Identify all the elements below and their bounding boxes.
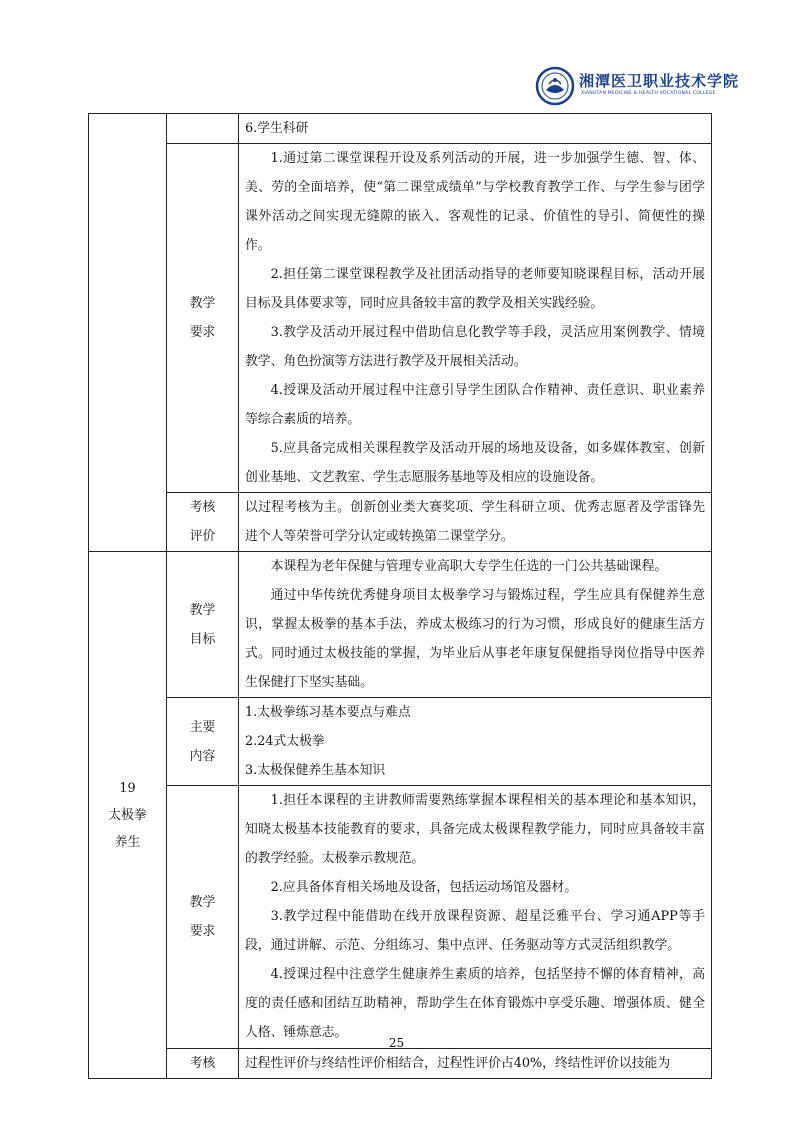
course-number: 19: [119, 780, 136, 796]
content-cell: 过程性评价与终结性评价相结合，过程性评价占40%，终结性评价以技能为: [239, 1049, 712, 1079]
table-row: [89, 698, 712, 786]
row-label-teaching-requirements: 教学 要求: [167, 786, 239, 1049]
content-cell: [239, 552, 712, 698]
content-cell: [239, 144, 712, 493]
paragraph: 3.教学过程中能借助在线开放课程资源、超星泛雅平台、学习通APP等手段，通过讲解、示范、分组练习、集中点评、任务驱动等方式灵活组织教学。: [245, 909, 705, 953]
row-label-teaching-goal: 教学 目标: [167, 552, 239, 698]
label-cell-empty: [167, 114, 239, 144]
course-cell-continued: [89, 114, 167, 552]
table-row: [89, 786, 712, 1049]
content-cell: 以过程考核为主。创新创业类大赛奖项、学生科研立项、优秀志愿者及学雷锋先进个人等荣誉可学分认定或转换第二课堂学分。: [239, 493, 712, 552]
paragraph: 4.授课及活动开展过程中注意引导学生团队合作精神、责任意识、职业素养等综合素质的培养。: [245, 383, 705, 427]
list-item: 1.太极拳练习基本要点与难点: [245, 705, 411, 720]
paragraph: 4.授课过程中注意学生健康养生素质的培养，包括坚持不懈的体育精神，高度的责任感和团结互助精神，帮助学生在体育锻炼中享受乐趣、增强体质、健全人格、锤炼意志。: [245, 967, 705, 1040]
paragraph: 1.通过第二课堂课程开设及系列活动的开展，进一步加强学生德、智、体、美、劳的全面培养，使“第二课堂成绩单”与学校教育教学工作、与学生参与团学课外活动之间实现无缝隙的嵌入、客观性的记录、价值性的导引、简便性的操作。: [245, 151, 705, 253]
table-row: [89, 552, 712, 698]
paragraph: 2.担任第二课堂课程教学及社团活动指导的老师要知晓课程目标，活动开展目标及具体要求等，同时应具备较丰富的教学及相关实践经验。: [245, 267, 705, 311]
paragraph: 2.应具备体育相关场地及设备，包括运动场馆及器材。: [270, 880, 578, 895]
course-name: 养生: [114, 834, 141, 850]
row-label-assessment: 考核: [167, 1049, 239, 1079]
table-row: [89, 493, 712, 552]
paragraph: 本课程为老年保健与管理专业高职大专学生任选的一门公共基础课程。: [270, 559, 668, 574]
content-cell: [239, 698, 712, 786]
table-row: [89, 114, 712, 144]
row-label-assessment: 考核 评价: [167, 493, 239, 552]
logo-subtext: XIANGTAN MEDICINE & HEALTH VOCATIONAL COLLEGE: [581, 91, 716, 96]
curriculum-table: [88, 113, 712, 1079]
paragraph: 5.应具备完成相关课程教学及活动开展的场地及设备，如多媒体教室、创新创业基地、文艺教室、学生志愿服务基地等及相应的设施设备。: [245, 441, 705, 485]
list-item: 3.太极保健养生基本知识: [245, 763, 386, 778]
college-emblem-icon: [535, 66, 575, 106]
table-row: [89, 1049, 712, 1079]
content-cell: [239, 786, 712, 1049]
logo-text: 湘潭医卫职业技术学院: [579, 72, 740, 90]
row-label-main-content: 主要 内容: [167, 698, 239, 786]
college-logo: [535, 64, 740, 108]
row-label-teaching-requirements: 教学 要求: [167, 144, 239, 493]
paragraph: 3.教学及活动开展过程中借助信息化教学等手段，灵活应用案例教学、情境教学、角色扮演等方法进行教学及开展相关活动。: [245, 325, 705, 369]
paragraph: 通过中华传统优秀健身项目太极拳学习与锻炼过程，学生应具有保健养生意识，掌握太极拳的基本手法，养成太极练习的行为习惯，形成良好的健康生活方式。同时通过太极技能的掌握，为毕业后从事老年康复保健指导岗位指导中医养生保健打下坚实基础。: [245, 588, 705, 690]
paragraph: 1.担任本课程的主讲教师需要熟练掌握本课程相关的基本理论和基本知识，知晓太极基本技能教育的要求，具备完成太极课程教学能力，同时应具备较丰富的教学经验。太极拳示教规范。: [245, 793, 705, 866]
page-number: 25: [388, 1036, 405, 1050]
table-row: [89, 144, 712, 493]
course-19-cell: [89, 552, 167, 1079]
list-item: 2.24式太极拳: [245, 734, 325, 749]
content-cell: 6.学生科研: [239, 114, 712, 144]
course-name: 太极拳: [108, 807, 147, 823]
